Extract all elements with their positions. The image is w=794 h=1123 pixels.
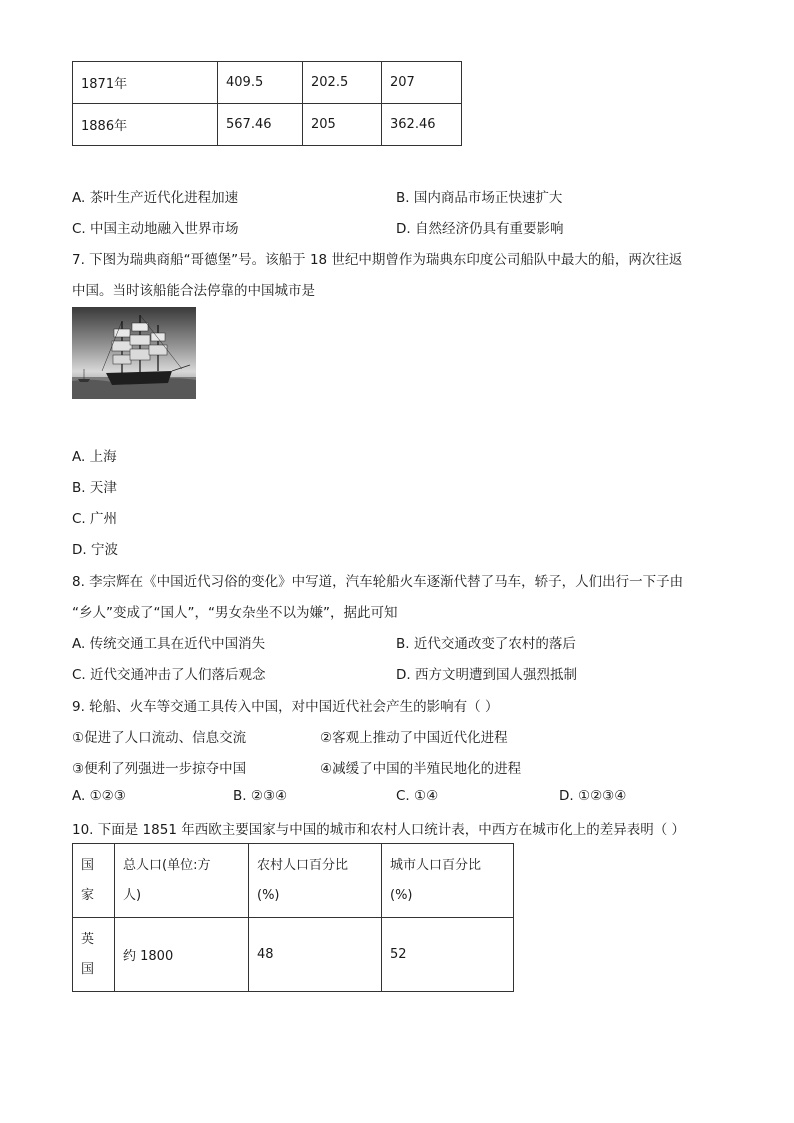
q8-option-d[interactable]: D. 西方文明遭到国人强烈抵制 [396, 667, 577, 683]
header-text: 总人口(单位:方 [123, 857, 211, 873]
q7-option-c[interactable]: C. 广州 [72, 511, 118, 527]
q10-stem: 10. 下面是 1851 年西欧主要国家与中国的城市和农村人口统计表，中西方在城市化上的差异表明（ ） [72, 822, 685, 838]
q9-item-1: ①促进了人口流动、信息交流 [72, 730, 247, 746]
q7-option-d[interactable]: D. 宁波 [72, 542, 118, 558]
q8-option-a[interactable]: A. 传统交通工具在近代中国消失 [72, 636, 266, 652]
gothenburg-ship-photo [72, 307, 196, 399]
header-text: 家 [81, 887, 95, 903]
header-text: (%) [257, 887, 280, 903]
q9-option-b[interactable]: B. ②③④ [233, 788, 288, 804]
q9-item-4: ④减缓了中国的半殖民地化的进程 [320, 761, 522, 777]
q8-option-c[interactable]: C. 近代交通冲击了人们落后观念 [72, 667, 266, 683]
cell-rural: 48 [249, 918, 382, 992]
q6-option-d[interactable]: D. 自然经济仍具有重要影响 [396, 221, 564, 237]
table-cell: 207 [382, 62, 462, 104]
header-text: 城市人口百分比 [390, 857, 482, 873]
cell-total: 约 1800 [115, 918, 249, 992]
table-cell: 409.5 [218, 62, 303, 104]
q9-option-a[interactable]: A. ①②③ [72, 788, 126, 804]
cell-text: 国 [81, 961, 95, 977]
table-cell: 202.5 [303, 62, 382, 104]
cell-urban: 52 [382, 918, 514, 992]
q9-option-d[interactable]: D. ①②③④ [559, 788, 627, 804]
q9-item-2: ②客观上推动了中国近代化进程 [320, 730, 508, 746]
q7-stem-line2: 中国。当时该船能合法停靠的中国城市是 [72, 283, 315, 299]
header-text: 农村人口百分比 [257, 857, 349, 873]
header-urban-percent [382, 844, 514, 918]
cell-text: 英 [81, 931, 95, 947]
q6-option-a[interactable]: A. 茶叶生产近代化进程加速 [72, 190, 239, 206]
q6-option-b[interactable]: B. 国内商品市场正快速扩大 [396, 190, 563, 206]
table-cell: 362.46 [382, 104, 462, 146]
q6-option-c[interactable]: C. 中国主动地融入世界市场 [72, 221, 239, 237]
q9-stem: 9. 轮船、火车等交通工具传入中国，对中国近代社会产生的影响有（ ） [72, 699, 499, 715]
cell-country [73, 918, 115, 992]
q9-item-3: ③便利了列强进一步掠夺中国 [72, 761, 247, 777]
q8-option-b[interactable]: B. 近代交通改变了农村的落后 [396, 636, 576, 652]
q7-stem-line1: 7. 下图为瑞典商船“哥德堡”号。该船于 18 世纪中期曾作为瑞典东印度公司船队中最大的船，两次往返 [72, 252, 683, 268]
table-cell: 567.46 [218, 104, 303, 146]
header-text: (%) [390, 887, 413, 903]
header-text: 人) [123, 887, 142, 903]
q7-option-a[interactable]: A. 上海 [72, 449, 117, 465]
header-country [73, 844, 115, 918]
header-text: 国 [81, 857, 95, 873]
q7-option-b[interactable]: B. 天津 [72, 480, 117, 496]
q8-stem-line2: “乡人”变成了“国人”，“男女杂坐不以为嫌”，据此可知 [72, 605, 398, 621]
table-cell: 1886年 [73, 104, 218, 146]
population-table [72, 843, 514, 992]
header-total-population [115, 844, 249, 918]
table-cell: 205 [303, 104, 382, 146]
q9-option-c[interactable]: C. ①④ [396, 788, 439, 804]
tea-data-table [72, 61, 462, 146]
header-rural-percent [249, 844, 382, 918]
table-cell: 1871年 [73, 62, 218, 104]
q8-stem-line1: 8. 李宗辉在《中国近代习俗的变化》中写道，汽车轮船火车逐渐代替了马车，轿子，人们出行一下子由 [72, 574, 684, 590]
